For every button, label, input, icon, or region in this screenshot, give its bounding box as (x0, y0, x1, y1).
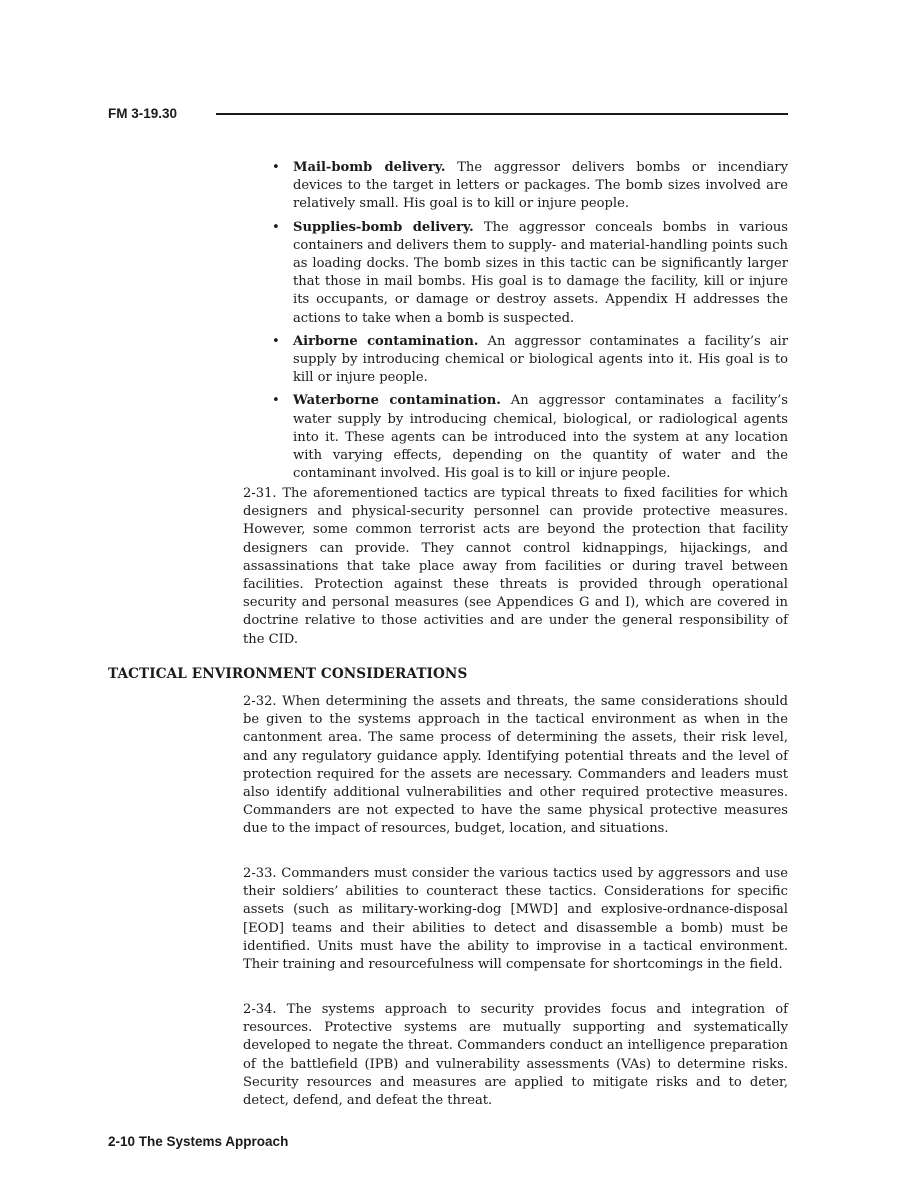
bullet-item (270, 159, 788, 214)
bullet-item (270, 392, 788, 483)
bullet-text: The aggressor delivers bombs or incendiary devices to the target in letters or packages. The bomb sizes involved are relatively small. His goal is to kill or injure people. (293, 160, 788, 212)
tactics-bullet-list (270, 159, 788, 488)
running-header (108, 106, 788, 122)
bullet-item (270, 333, 788, 388)
paragraph-2-31: 2-31. The aforementioned tactics are typical threats to fixed facilities for which designers and physical-security personnel can provide protective measures. However, some common terrorist acts are beyond the protection that facility designers can provide. They cannot control kidnappings, hijackings, and assassinations that take place away from facilities or during travel between facilities. Protection against these threats is provided through operational security and personal measures (see Appendices G and I), which are covered in doctrine relative to those activities and are under the general responsibility of the CID. (243, 486, 788, 647)
bullet-term: Supplies-bomb delivery. (293, 219, 474, 235)
bullet-text: The aggressor conceals bombs in various containers and delivers them to supply- and material-handling points such as loading docks. The bomb sizes in this tactic can be significantly larger that those in mail bombs. His goal is to damage the facility, kill or injure its occupants, or damage or destroy assets. Appendix H addresses the actions to take when a bomb is suspected. (293, 219, 788, 326)
bullet-term: Waterborne contamination. (293, 393, 501, 409)
section-heading: TACTICAL ENVIRONMENT CONSIDERATIONS (108, 666, 468, 682)
document-id: FM 3-19.30 (108, 106, 178, 121)
paragraph-2-34: 2-34. The systems approach to security provides focus and integration of resources. Protective systems are mutually supporting and systematically developed to negate the threat. Commanders conduct an intelligence preparation of the battlefield (IPB) and vulnerability assessments (VAs) to determine risks. Security resources and measures are applied to mitigate risks and to deter, detect, defend, and defeat the threat. (243, 1002, 788, 1109)
bullet-text: An aggressor contaminates a facility’s water supply by introducing chemical, biological, or radiological agents into it. These agents can be introduced into the system at any location with varying effects, depending on the quantity of water and the contaminant involved. His goal is to kill or injure people. (293, 393, 789, 482)
bullet-term: Mail-bomb delivery. (293, 160, 446, 175)
paragraph-2-32: 2-32. When determining the assets and threats, the same considerations should be given to the systems approach in the tactical environment as when in the cantonment area. The same process of determining the assets, their risk level, and any regulatory guidance apply. Identifying potential threats and the level of protection required for the assets are necessary. Commanders and leaders must also identify additional vulnerabilities and other required protective measures. Commanders are not expected to have the same physical protective measures due to the impact of resources, budget, location, and situations. (243, 694, 788, 837)
bullet-icon: • (272, 160, 280, 175)
paragraph-2-33: 2-33. Commanders must consider the various tactics used by aggressors and use their soldiers’ abilities to counteract these tactics. Considerations for specific assets (such as military-working-dog [MWD] and explosive-ordnance-disposal [EOD] teams and their abilities to detect and disassemble a bomb) must be identified. Units must have the ability to improvise in a tactical environment. Their training and resourcefulness will compensate for shortcomings in the field. (243, 866, 788, 973)
bullet-item (270, 219, 788, 328)
header-rule (216, 113, 788, 115)
bullet-icon: • (272, 393, 280, 409)
bullet-icon: • (272, 219, 280, 235)
bullet-term: Airborne contamination. (293, 333, 479, 349)
bullet-icon: • (272, 333, 280, 349)
page-footer: 2-10 The Systems Approach (108, 1134, 289, 1149)
bullet-text: An aggressor contaminates a facility’s air supply by introducing chemical or biological agents into it. His goal is to kill or injure people. (293, 333, 788, 386)
